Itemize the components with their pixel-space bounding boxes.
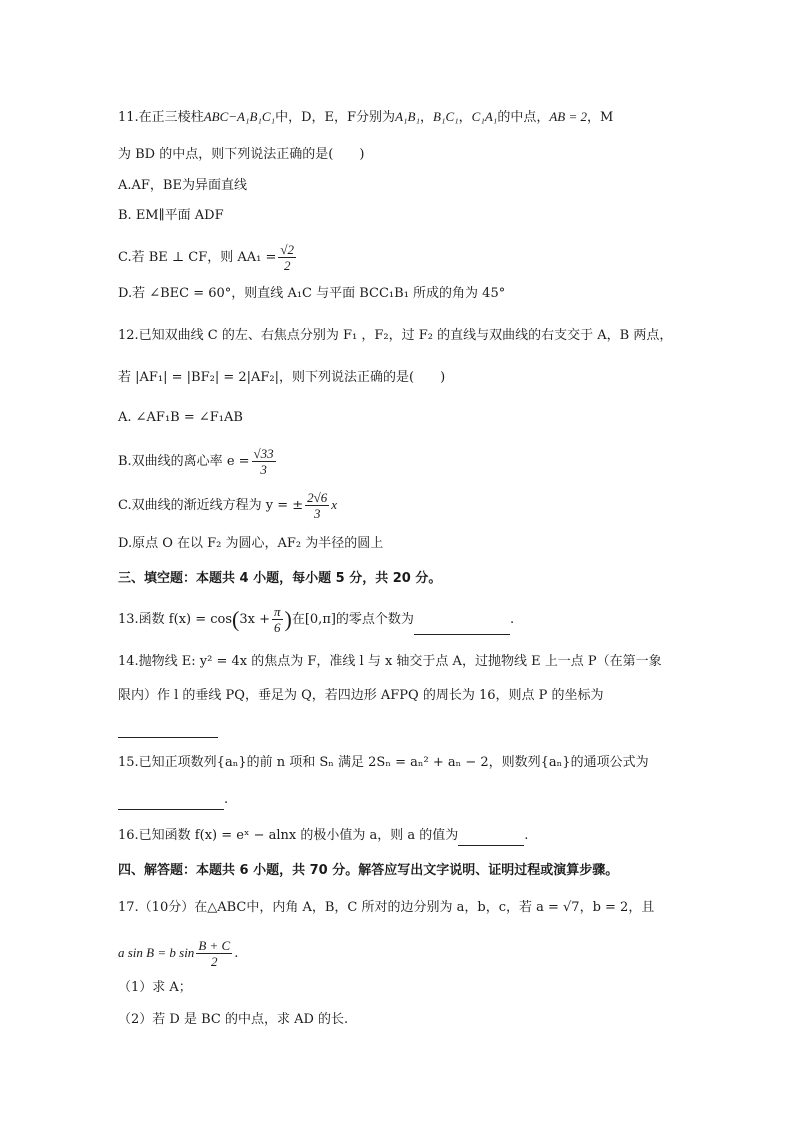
q12-option-b	[118, 446, 278, 477]
prism-label: ABC−A₁B₁C₁	[203, 109, 276, 124]
q11-text: ，M	[587, 110, 614, 125]
section-4-heading: 四、解答题：本题共 6 小题，共 70 分。解答应写出文字说明、证明过程或演算步骤。	[118, 863, 619, 878]
fraction-numerator: 2√6	[307, 490, 328, 505]
ab-length: AB = 2	[549, 109, 587, 124]
equation-left: a sin B = b sin	[118, 945, 195, 960]
q13-inner: 3x +	[239, 612, 270, 627]
fraction-denominator: 3	[260, 462, 267, 477]
answer-blank[interactable]	[118, 721, 218, 738]
q11-text: 的中点，	[497, 110, 550, 125]
fraction	[272, 604, 283, 635]
fraction-denominator: 3	[313, 506, 321, 521]
fraction	[305, 490, 329, 521]
segment-label: A₁B₁	[395, 109, 420, 124]
q15-line1: 15.已知正项数列{aₙ}的前 n 项和 Sₙ 满足 2Sₙ = aₙ² + aₙ − 2，则数列{aₙ}的通项公式为	[118, 755, 649, 770]
q13	[118, 604, 514, 635]
q14-line1: 14.抛物线 E: y² = 4x 的焦点为 F，准线 l 与 x 轴交于点 A，过抛物线 E 上一点 P（在第一象	[118, 654, 662, 669]
q17-part2: （2）若 D 是 BC 的中点，求 AD 的长.	[118, 1012, 349, 1027]
variable-x: x	[331, 497, 338, 512]
q11-stem-line1: 11.在正三棱柱ABC−A₁B₁C₁中，D，E，F分别为A₁B₁，B₁C₁，C₁A₁的中点，AB = 2，M	[118, 109, 614, 125]
section-3-heading: 三、填空题：本题共 4 小题，每小题 5 分，共 20 分。	[118, 571, 442, 586]
q14-blank-line	[118, 718, 218, 738]
fraction	[196, 938, 232, 969]
q12-stem-line1: 12.已知双曲线 C 的左、右焦点分别为 F₁ ，F₂，过 F₂ 的直线与双曲线的右支交于 A，B 两点，	[118, 328, 673, 343]
period: .	[224, 792, 229, 807]
period: .	[509, 612, 515, 627]
q15-blank-line	[118, 790, 228, 810]
fraction-numerator: √33	[253, 446, 274, 461]
q17-line2	[118, 938, 238, 969]
q12-stem-line2: 若 |AF₁| = |BF₂| = 2|AF₂|，则下列说法正确的是( )	[118, 370, 446, 385]
q11-text: 中，D，E，F分别为	[275, 110, 396, 125]
period: .	[234, 946, 239, 961]
segment-label: C₁A₁	[471, 109, 498, 124]
fraction-denominator: 2	[211, 954, 218, 969]
period: .	[524, 828, 529, 843]
q16-text: 16.已知函数 f(x) = eˣ − alnx 的极小值为 a，则 a 的值为	[118, 828, 459, 843]
paren-open: (	[232, 606, 240, 632]
answer-blank[interactable]	[118, 793, 224, 810]
q12-option-c	[118, 490, 337, 521]
q17-part1: （1）求 A；	[118, 980, 192, 995]
q12-option-a: A. ∠AF₁B = ∠F₁AB	[118, 410, 243, 425]
fraction-numerator: √2	[280, 242, 295, 257]
q11-stem-line2: 为 BD 的中点，则下列说法正确的是( )	[118, 147, 365, 162]
answer-blank[interactable]	[414, 618, 510, 635]
q13-text: 13.函数 f(x) = cos	[118, 612, 233, 627]
option-text: B.双曲线的离心率 e =	[118, 454, 250, 469]
fraction	[252, 446, 276, 477]
option-text: C.双曲线的渐近线方程为 y = ±	[118, 498, 304, 513]
answer-blank[interactable]	[458, 829, 524, 846]
q11-text: 11.在正三棱柱	[118, 110, 204, 125]
fraction	[278, 242, 296, 273]
q17-line1: 17.（10分）在△ABC中，内角 A，B，C 所对的边分别为 a，b，c，若 a = √7，b = 2，且	[118, 900, 655, 915]
paren-close: )	[284, 606, 292, 632]
fraction-denominator: 6	[274, 620, 281, 635]
q11-option-a: A.AF，BE为异面直线	[118, 178, 247, 193]
fraction-numerator: π	[274, 604, 281, 619]
fraction-numerator: B + C	[198, 938, 231, 953]
q13-text: 在[0,π]的零点个数为	[291, 612, 414, 627]
q11-option-b: B. EM∥平面 ADF	[118, 208, 224, 223]
q16	[118, 826, 528, 846]
q14-line2: 限内）作 l 的垂线 PQ，垂足为 Q，若四边形 AFPQ 的周长为 16，则点 P 的坐标为	[118, 688, 604, 703]
q11-option-c	[118, 242, 298, 273]
segment-label: B₁C₁	[433, 109, 459, 124]
q11-option-d: D.若 ∠BEC = 60°，则直线 A₁C 与平面 BCC₁B₁ 所成的角为 45°	[118, 286, 506, 301]
option-text: C.若 BE ⊥ CF，则 AA₁ =	[118, 250, 277, 265]
fraction-denominator: 2	[283, 258, 291, 273]
q12-option-d: D.原点 O 在以 F₂ 为圆心，AF₂ 为半径的圆上	[118, 536, 384, 551]
